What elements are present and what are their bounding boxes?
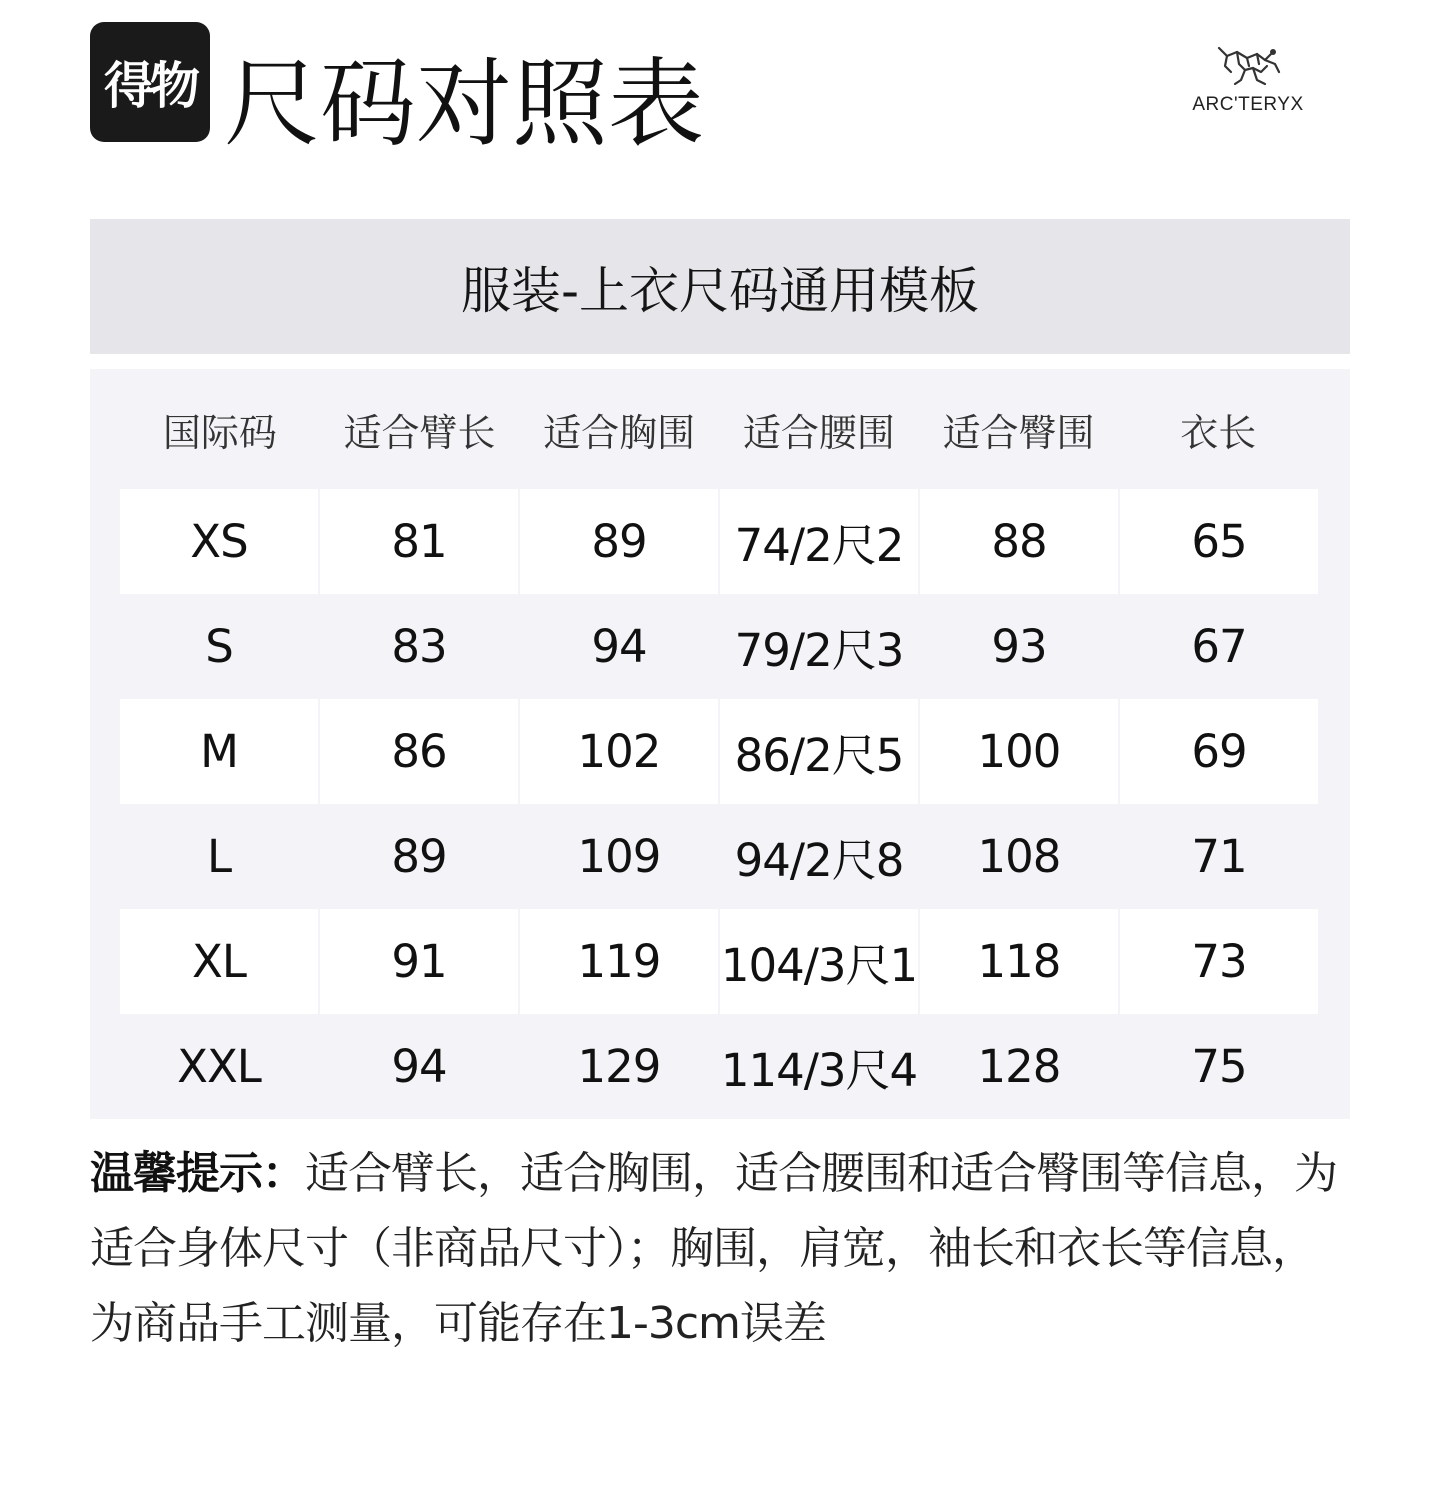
- page-title: 尺码对照表: [224, 48, 704, 160]
- table-cell-chest: 89: [520, 489, 718, 594]
- column-header-hip: 适合臀围: [942, 410, 1095, 455]
- table-row: [120, 594, 1318, 699]
- brand-logo: [1186, 42, 1310, 126]
- table-cell-hip: 118: [920, 909, 1118, 1014]
- table-cell-hip: 100: [920, 699, 1118, 804]
- table-cell-garment-length: 75: [1191, 1040, 1247, 1093]
- table-cell-garment-length: 69: [1120, 699, 1318, 804]
- table-cell-arm-length: 81: [320, 489, 518, 594]
- table-cell-size: L: [206, 830, 232, 883]
- table-cell-chest: 119: [520, 909, 718, 1014]
- column-header-garment-length: 衣长: [1180, 410, 1257, 455]
- table-cell-size: S: [205, 620, 233, 673]
- template-title-banner: 服装-上衣尺码通用模板: [90, 219, 1350, 354]
- table-cell-waist: 74/2尺2: [720, 489, 918, 594]
- table-cell-hip: 93: [991, 620, 1047, 673]
- table-cell-waist: 94/2尺8: [734, 834, 904, 887]
- table-cell-arm-length: 83: [391, 620, 447, 673]
- table-cell-hip: 108: [977, 830, 1061, 883]
- table-cell-chest: 129: [577, 1040, 661, 1093]
- table-cell-hip: 88: [920, 489, 1118, 594]
- dewu-logo-badge: 得物: [90, 22, 210, 142]
- table-row: [120, 909, 1318, 1014]
- table-cell-waist: 114/3尺4: [720, 1044, 918, 1097]
- table-cell-size: M: [120, 699, 318, 804]
- table-cell-chest: 102: [520, 699, 718, 804]
- header: [90, 22, 1350, 172]
- table-cell-arm-length: 94: [391, 1040, 447, 1093]
- table-body: [120, 489, 1318, 1119]
- table-cell-arm-length: 91: [320, 909, 518, 1014]
- table-cell-waist: 104/3尺1: [720, 909, 918, 1014]
- note-text: 适合臂长，适合胸围，适合腰围和适合臀围等信息，为适合身体尺寸（非商品尺寸）；胸围，肩宽，袖长和衣长等信息，为商品手工测量，可能存在1-3cm误差: [90, 1148, 1337, 1349]
- table-row: [120, 489, 1318, 594]
- column-header-arm-length: 适合臂长: [343, 410, 496, 455]
- table-cell-hip: 128: [977, 1040, 1061, 1093]
- table-cell-garment-length: 65: [1120, 489, 1318, 594]
- table-cell-arm-length: 86: [320, 699, 518, 804]
- table-cell-chest: 94: [591, 620, 647, 673]
- table-row: [120, 699, 1318, 804]
- archaeopteryx-logo-icon: [1213, 42, 1283, 88]
- table-cell-size: XL: [120, 909, 318, 1014]
- table-cell-arm-length: 89: [391, 830, 447, 883]
- table-cell-size: XS: [120, 489, 318, 594]
- table-cell-chest: 109: [577, 830, 661, 883]
- table-cell-garment-length: 73: [1120, 909, 1318, 1014]
- column-header-waist: 适合腰围: [742, 410, 895, 455]
- size-chart-table: [90, 369, 1350, 1119]
- brand-name: ARC'TERYX: [1192, 94, 1304, 115]
- table-cell-waist: 86/2尺5: [720, 699, 918, 804]
- column-header-international-size: 国际码: [162, 410, 277, 455]
- column-header-chest: 适合胸围: [543, 410, 696, 455]
- table-row: [120, 804, 1318, 909]
- table-header-row: [120, 369, 1318, 489]
- size-tip-note: [90, 1136, 1350, 1361]
- table-cell-size: XXL: [177, 1040, 261, 1093]
- table-cell-waist: 79/2尺3: [734, 624, 904, 677]
- table-row: [120, 1014, 1318, 1119]
- table-cell-garment-length: 71: [1191, 830, 1247, 883]
- table-cell-garment-length: 67: [1191, 620, 1247, 673]
- note-label: 温馨提示：: [90, 1148, 305, 1199]
